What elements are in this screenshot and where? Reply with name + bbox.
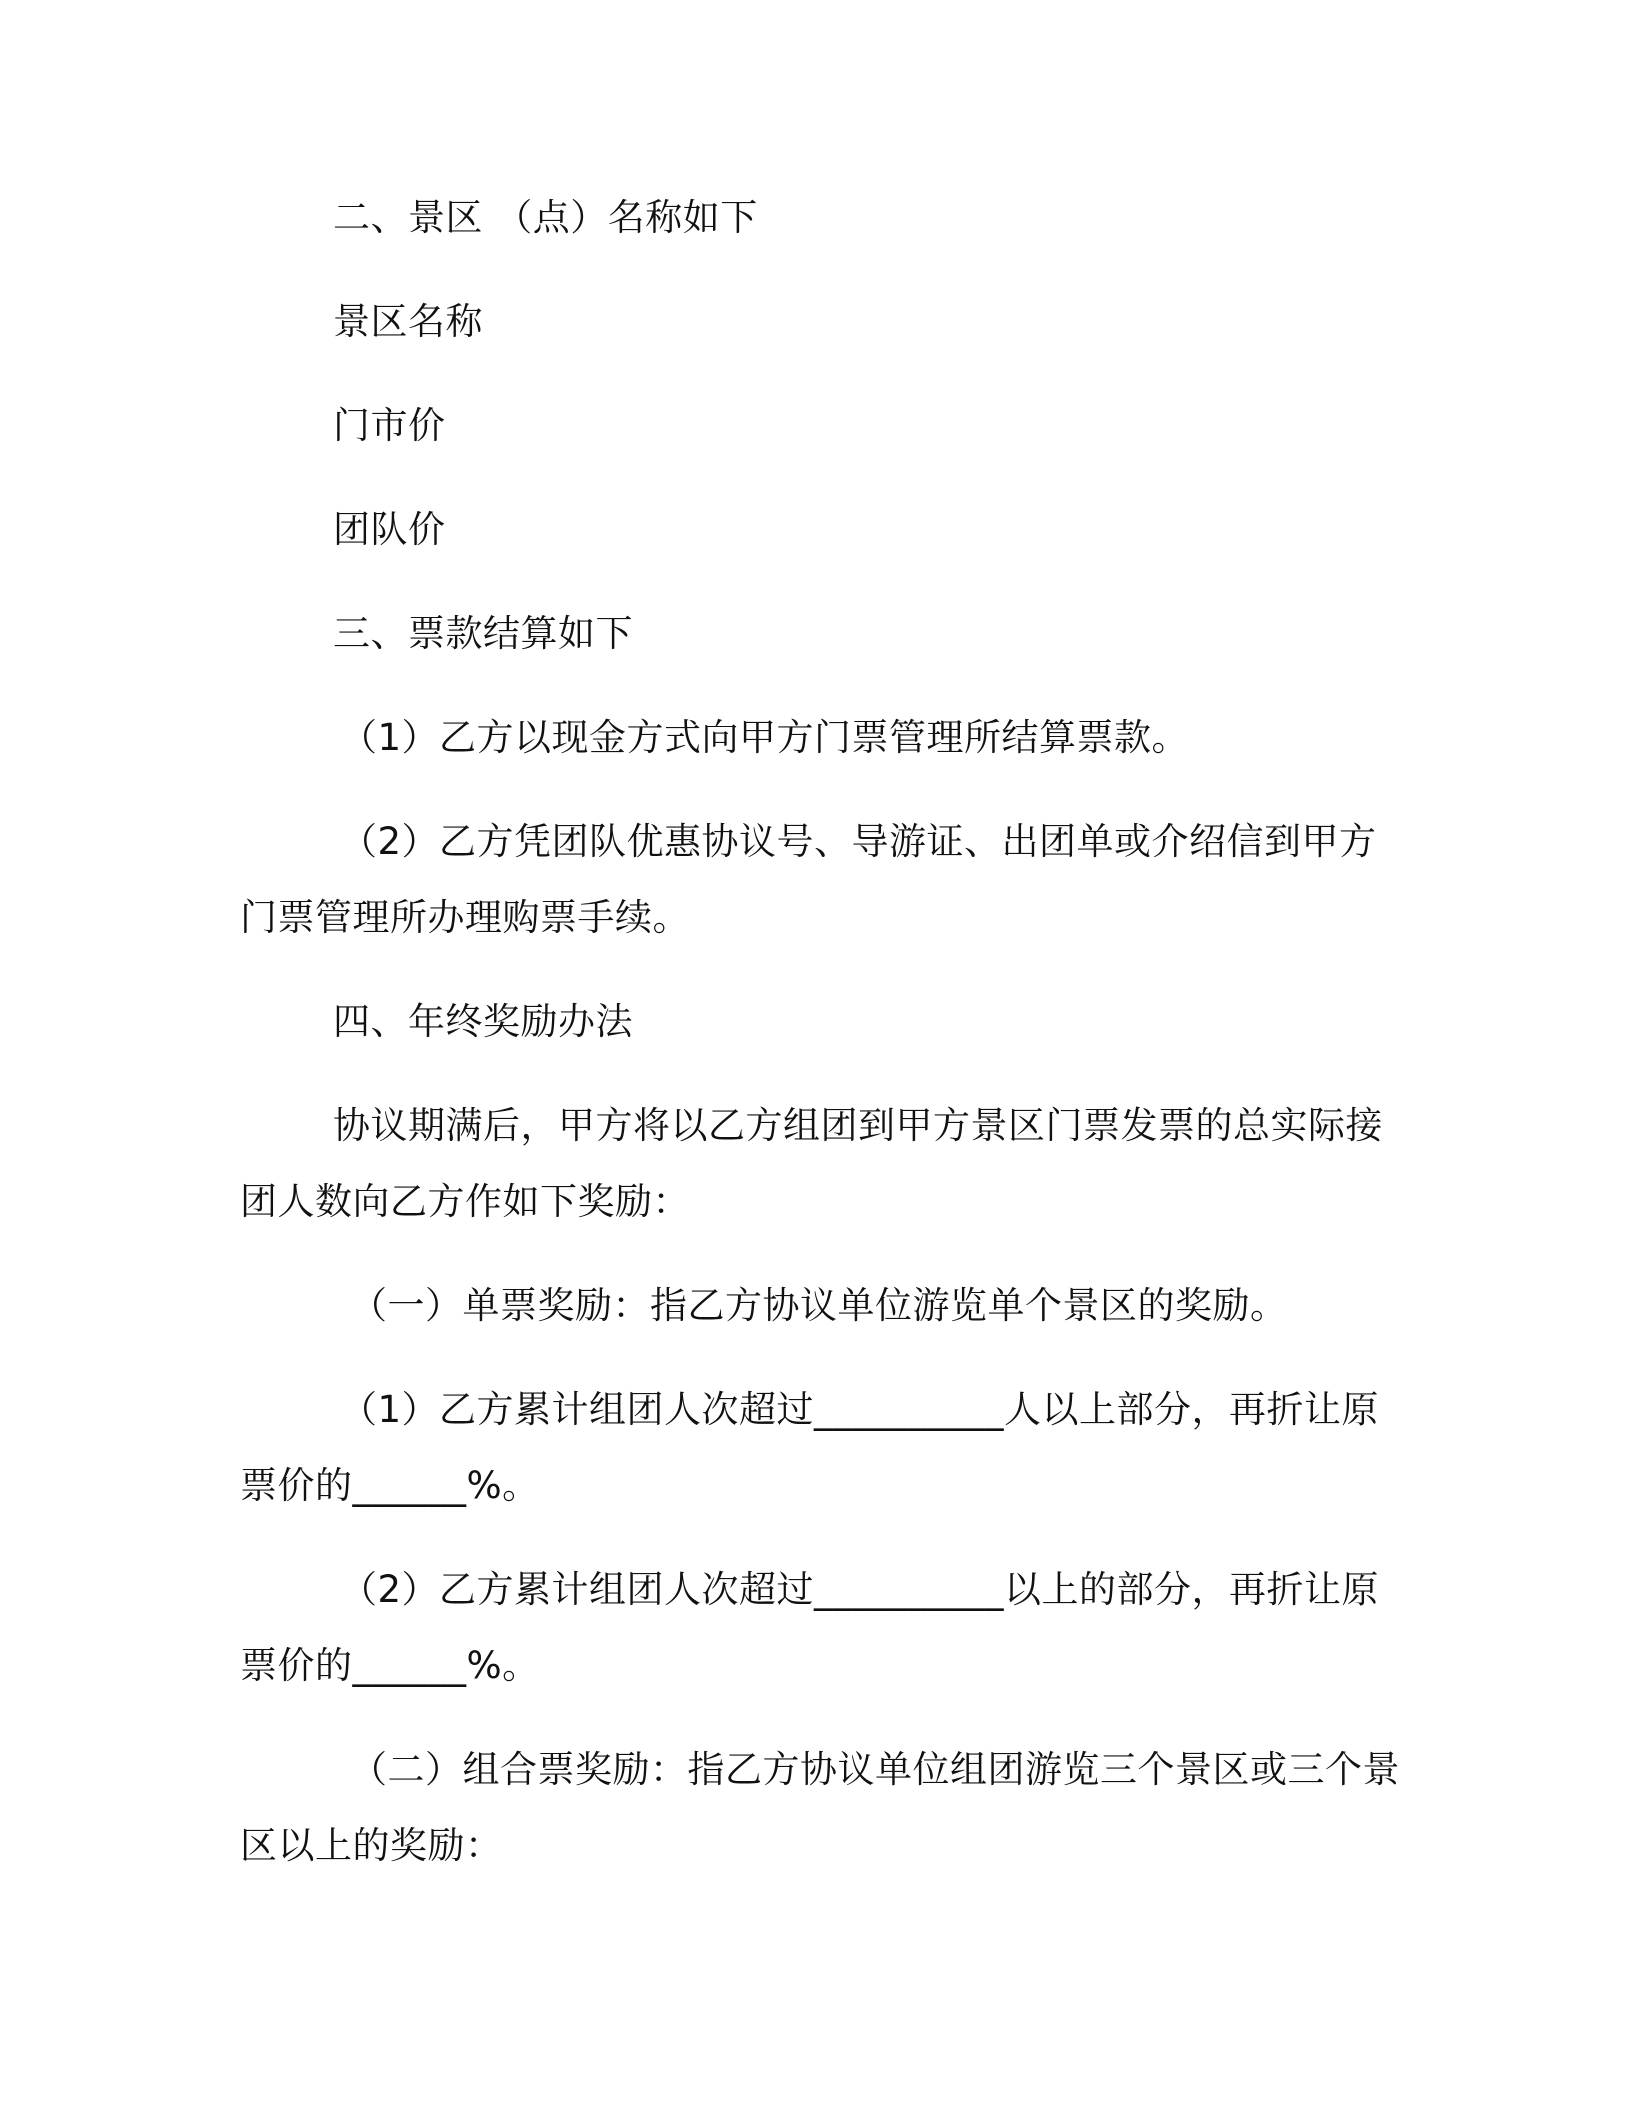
paragraph-reward-intro-line1: 协议期满后，甲方将以乙方组团到甲方景区门票发票的总实际接 — [333, 1104, 1383, 1147]
paragraph-single-reward-2-line2: 票价的______%。 — [240, 1644, 540, 1687]
paragraph-purchase-procedure-line2: 门票管理所办理购票手续。 — [240, 896, 690, 939]
subheading-single-ticket-reward: （一）单票奖励：指乙方协议单位游览单个景区的奖励。 — [350, 1284, 1288, 1327]
paragraph-purchase-procedure-line1: （2）乙方凭团队优惠协议号、导游证、出团单或介绍信到甲方 — [340, 820, 1377, 863]
field-label-group-price: 团队价 — [333, 508, 446, 551]
paragraph-reward-intro-line2: 团人数向乙方作如下奖励： — [240, 1180, 690, 1223]
section-heading-settlement: 三、票款结算如下 — [333, 612, 633, 655]
subheading-combo-ticket-reward-line1: （二）组合票奖励：指乙方协议单位组团游览三个景区或三个景 — [350, 1748, 1400, 1791]
paragraph-single-reward-1-line1: （1）乙方累计组团人次超过__________人以上部分，再折让原 — [340, 1388, 1380, 1431]
section-heading-scenic-names: 二、景区 （点）名称如下 — [333, 196, 758, 239]
paragraph-single-reward-2-line1: （2）乙方累计组团人次超过__________以上的部分，再折让原 — [340, 1568, 1380, 1611]
paragraph-cash-settlement: （1）乙方以现金方式向甲方门票管理所结算票款。 — [340, 716, 1190, 759]
field-label-retail-price: 门市价 — [333, 404, 446, 447]
section-heading-year-end-rewards: 四、年终奖励办法 — [333, 1000, 633, 1043]
subheading-combo-ticket-reward-line2: 区以上的奖励： — [240, 1824, 503, 1867]
field-label-scenic-name: 景区名称 — [333, 300, 483, 343]
paragraph-single-reward-1-line2: 票价的______%。 — [240, 1464, 540, 1507]
